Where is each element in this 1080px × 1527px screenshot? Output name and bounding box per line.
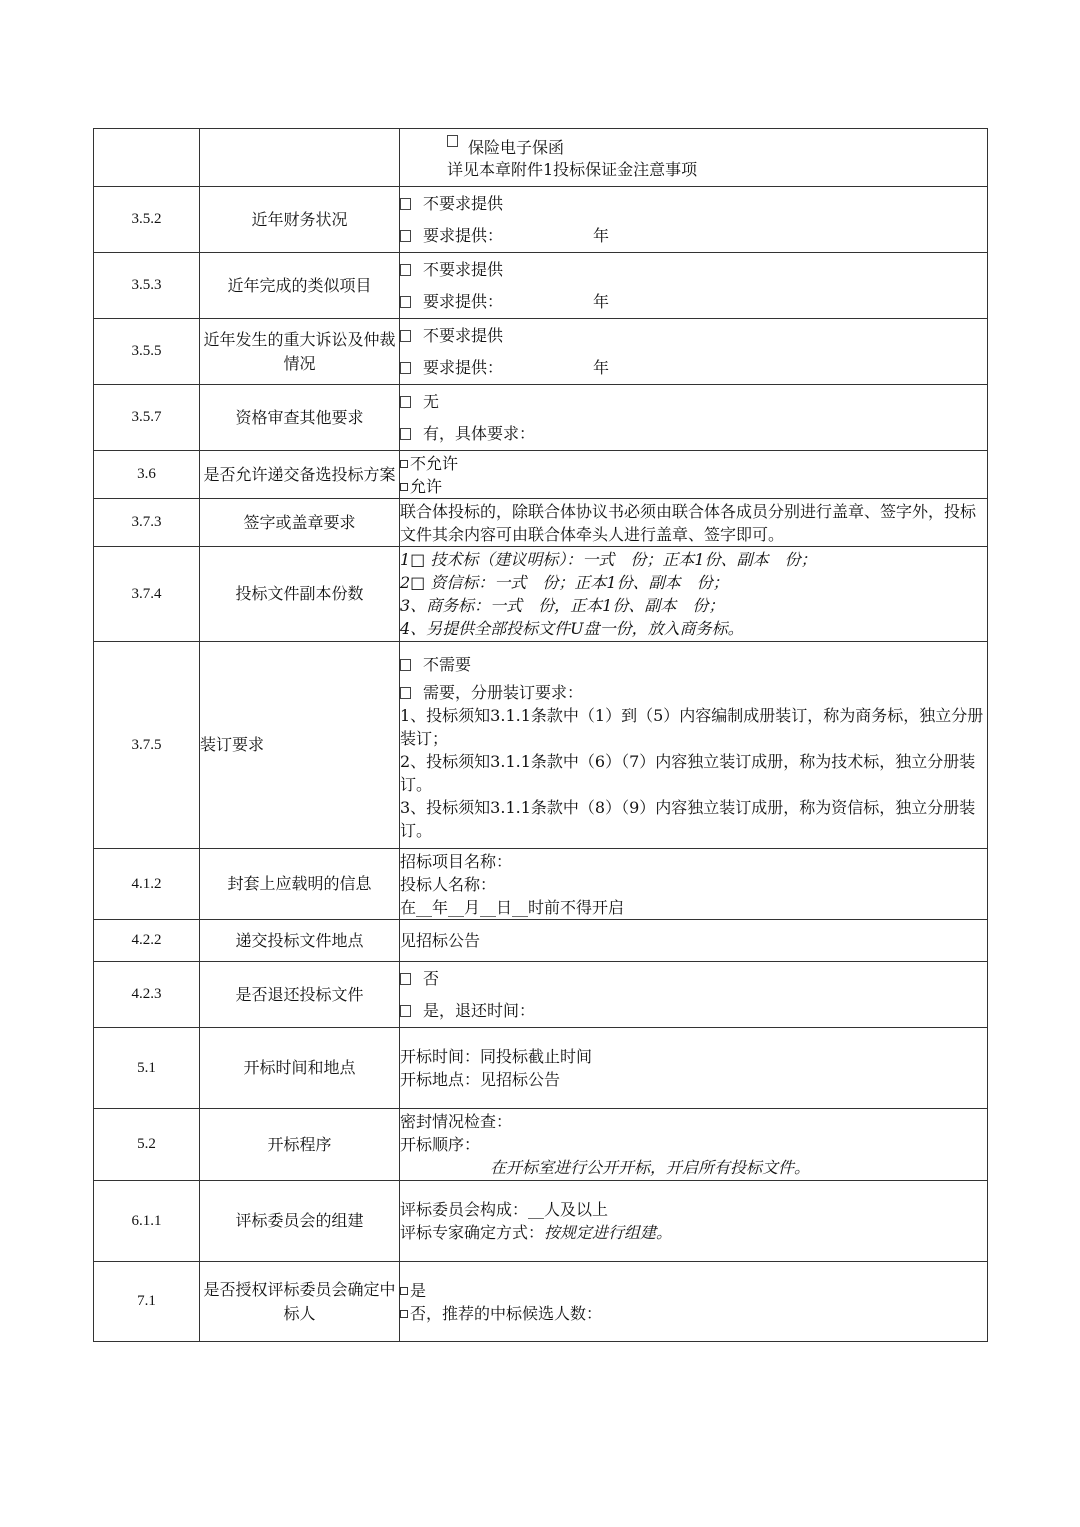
clause-item: 是否退还投标文件 — [200, 962, 400, 1028]
checkbox[interactable] — [400, 973, 411, 985]
checkbox[interactable] — [400, 362, 411, 374]
clause-item: 近年完成的类似项目 — [200, 253, 400, 319]
clause-number — [94, 129, 200, 187]
clause-number: 3.7.5 — [94, 642, 200, 849]
clause-content — [400, 187, 988, 253]
clause-content — [400, 1181, 988, 1262]
list-item: 3、投标须知3.1.1条款中（8）（9）内容独立装订成册，称为资信标，独立分册装订。 — [400, 797, 976, 840]
clause-item: 开标程序 — [200, 1109, 400, 1181]
list-item: 招标项目名称： — [400, 851, 513, 871]
clause-item: 递交投标文件地点 — [200, 920, 400, 962]
table-row — [94, 1181, 988, 1262]
table-row — [94, 849, 988, 920]
list-item: 开标时间：同投标截止时间 — [400, 1047, 593, 1066]
clause-content — [400, 499, 988, 547]
option-item: 要求提供： 年 — [400, 286, 987, 318]
clause-item — [200, 129, 400, 187]
clause-number: 3.5.3 — [94, 253, 200, 319]
list-item: 投标人名称： — [400, 874, 497, 894]
clause-content — [400, 385, 988, 451]
clause-number: 7.1 — [94, 1262, 200, 1342]
option-item: 是 — [400, 1279, 987, 1302]
clause-item: 开标时间和地点 — [200, 1028, 400, 1109]
table-row — [94, 920, 988, 962]
clause-content — [400, 642, 988, 849]
list-item: 2□ 资信标：一式 份；正本1份、副本 份； — [400, 573, 729, 592]
option-item: 有，具体要求： — [400, 418, 987, 450]
list-item: 在__年__月__日__时前不得开启 — [400, 897, 625, 917]
clause-item: 评标委员会的组建 — [200, 1181, 400, 1262]
clause-item: 近年财务状况 — [200, 187, 400, 253]
clause-number: 6.1.1 — [94, 1181, 200, 1262]
clause-content — [400, 319, 988, 385]
paragraph: 联合体投标的，除联合体协议书必须由联合体各成员分别进行盖章、签字外，投标文件其余内容可由联合体牵头人进行盖章、签字即可。 — [400, 501, 977, 544]
checkbox[interactable] — [400, 264, 411, 276]
clause-content — [400, 1109, 988, 1181]
list-item: 见招标公告 — [400, 931, 481, 950]
list-item: 1□ 技术标（建议明标）：一式 份；正本1份、副本 份； — [400, 550, 817, 569]
checkbox[interactable] — [400, 1005, 411, 1017]
option-item: 不要求提供 — [400, 254, 987, 286]
clause-content — [400, 129, 988, 187]
checkbox[interactable] — [400, 230, 411, 242]
table-row — [94, 499, 988, 547]
clause-content — [400, 253, 988, 319]
clause-content — [400, 920, 988, 962]
clause-number: 3.5.7 — [94, 385, 200, 451]
clause-content — [400, 849, 988, 920]
checkbox[interactable] — [400, 296, 411, 308]
option-item: 不需要 — [400, 649, 987, 681]
clause-number: 5.1 — [94, 1028, 200, 1109]
option-item: 不要求提供 — [400, 188, 987, 220]
list-item: 开标顺序： — [400, 1135, 481, 1154]
clause-content — [400, 962, 988, 1028]
table-row — [94, 962, 988, 1028]
clause-item: 签字或盖章要求 — [200, 499, 400, 547]
checkbox[interactable] — [400, 428, 411, 440]
table-row — [94, 319, 988, 385]
table-row — [94, 451, 988, 499]
checkbox[interactable] — [400, 396, 411, 408]
list-item: 保险电子保函 — [447, 135, 987, 159]
option-item: 不允许 — [400, 452, 987, 475]
table-row — [94, 1109, 988, 1181]
table-row — [94, 1262, 988, 1342]
clause-number: 5.2 — [94, 1109, 200, 1181]
clause-number: 4.1.2 — [94, 849, 200, 920]
clause-item: 是否授权评标委员会确定中标人 — [200, 1262, 400, 1342]
checkbox[interactable] — [400, 1287, 408, 1295]
list-item: 开标地点：见招标公告 — [400, 1070, 561, 1089]
option-item: 允许 — [400, 475, 987, 498]
table-row — [94, 129, 988, 187]
clause-number: 3.5.2 — [94, 187, 200, 253]
clause-number: 4.2.3 — [94, 962, 200, 1028]
clause-item: 资格审查其他要求 — [200, 385, 400, 451]
table-row — [94, 547, 988, 642]
table-row — [94, 642, 988, 849]
clause-item: 是否允许递交备选投标方案 — [200, 451, 400, 499]
bid-data-table — [93, 128, 988, 1342]
clause-content — [400, 451, 988, 499]
checkbox[interactable] — [400, 460, 408, 468]
option-item: 需要，分册装订要求： — [400, 681, 987, 704]
clause-item: 封套上应载明的信息 — [200, 849, 400, 920]
clause-number: 3.7.4 — [94, 547, 200, 642]
list-item: 评标专家确定方式：按规定进行组建。 — [400, 1223, 673, 1242]
list-item: 评标委员会构成：__人及以上 — [400, 1200, 609, 1219]
clause-number: 4.2.2 — [94, 920, 200, 962]
clause-item: 装订要求 — [200, 642, 400, 849]
option-item: 不要求提供 — [400, 320, 987, 352]
table-row — [94, 253, 988, 319]
checkbox[interactable] — [400, 483, 408, 491]
clause-content — [400, 547, 988, 642]
clause-number: 3.5.5 — [94, 319, 200, 385]
checkbox[interactable] — [400, 330, 411, 342]
clause-number: 3.7.3 — [94, 499, 200, 547]
list-item: 详见本章附件1投标保证金注意事项 — [447, 159, 698, 179]
clause-item: 近年发生的重大诉讼及仲裁情况 — [200, 319, 400, 385]
checkbox[interactable] — [447, 135, 458, 147]
clause-item: 投标文件副本份数 — [200, 547, 400, 642]
option-item: 否，推荐的中标候选人数： — [400, 1302, 987, 1325]
option-item: 否 — [400, 963, 987, 995]
list-item: 在开标室进行公开开标，开启所有投标文件。 — [490, 1158, 811, 1177]
table-row — [94, 385, 988, 451]
checkbox[interactable] — [400, 659, 411, 671]
table-row — [94, 187, 988, 253]
option-item: 是，退还时间： — [400, 995, 987, 1027]
clause-content — [400, 1262, 988, 1342]
list-item: 2、投标须知3.1.1条款中（6）（7）内容独立装订成册，称为技术标，独立分册装订。 — [400, 751, 976, 794]
list-item: 3、商务标：一式 份，正本1份、副本 份； — [400, 596, 725, 615]
list-item: 4、另提供全部投标文件U盘一份，放入商务标。 — [400, 619, 744, 638]
option-item: 要求提供： 年 — [400, 220, 987, 252]
checkbox[interactable] — [400, 198, 411, 210]
checkbox[interactable] — [400, 687, 411, 699]
option-item: 要求提供： 年 — [400, 352, 987, 384]
option-item: 无 — [400, 386, 987, 418]
table-row — [94, 1028, 988, 1109]
list-item: 1、投标须知3.1.1条款中（1）到（5）内容编制成册装订，称为商务标，独立分册装订； — [400, 705, 984, 748]
list-item: 密封情况检查： — [400, 1112, 513, 1131]
clause-content — [400, 1028, 988, 1109]
clause-number: 3.6 — [94, 451, 200, 499]
checkbox[interactable] — [400, 1310, 408, 1318]
